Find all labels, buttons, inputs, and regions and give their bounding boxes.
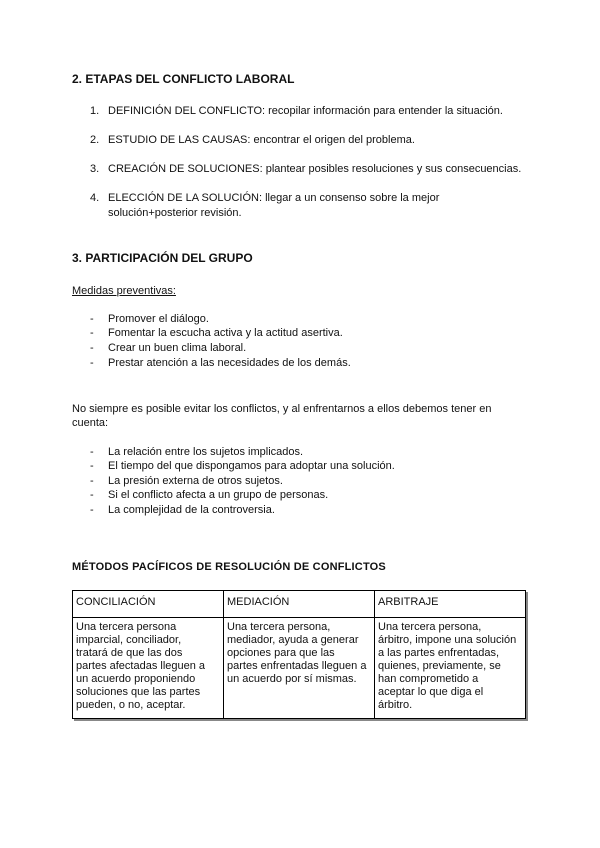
table-header-row: [73, 591, 526, 618]
cell-line: Una tercera persona,: [378, 621, 482, 633]
item-text: Crear un buen clima laboral.: [108, 342, 247, 354]
item-text: CREACIÓN DE SOLUCIONES: plantear posibles resoluciones y sus consecuencias.: [108, 163, 522, 175]
item-text: El tiempo del que dispongamos para adoptar una solución.: [108, 460, 395, 472]
item-number: 2.: [90, 134, 100, 146]
cell-mediacion: [224, 618, 375, 719]
table-row: [73, 618, 526, 719]
subtitle-medidas: Medidas preventivas:: [72, 285, 176, 297]
cell-line: a las partes enfrentadas,: [378, 647, 500, 659]
item-text-continued: solución+posterior revisión.: [108, 207, 242, 219]
methods-table: [72, 590, 526, 719]
dash-bullet: -: [90, 313, 94, 325]
paragraph-line: No siempre es posible evitar los conflictos, y al enfrentarnos a ellos debemos tener en: [72, 403, 492, 415]
item-text: La relación entre los sujetos implicados.: [108, 446, 304, 458]
item-number: 3.: [90, 163, 100, 175]
cell-line: opciones para que las: [227, 647, 335, 659]
cell-line: árbitro, impone una solución: [378, 634, 517, 646]
methods-title: MÉTODOS PACÍFICOS DE RESOLUCIÓN DE CONFLICTOS: [72, 561, 386, 573]
dash-bullet: -: [90, 446, 94, 458]
item-number: 1.: [90, 105, 100, 117]
dash-bullet: -: [90, 342, 94, 354]
cell-arbitraje: [375, 618, 526, 719]
header-mediacion: MEDIACIÓN: [224, 591, 375, 618]
cell-line: pueden, o no, aceptar.: [76, 699, 186, 711]
item-text: Prestar atención a las necesidades de los demás.: [108, 357, 351, 369]
header-arbitraje: ARBITRAJE: [375, 591, 526, 618]
cell-line: tratará de que las dos: [76, 647, 183, 659]
cell-line: partes enfrentadas lleguen a: [227, 660, 367, 672]
dash-bullet: -: [90, 460, 94, 472]
item-number: 4.: [90, 192, 100, 204]
item-text: La complejidad de la controversia.: [108, 504, 275, 516]
section-title-etapas: 2. ETAPAS DEL CONFLICTO LABORAL: [72, 72, 295, 86]
section-title-participacion: 3. PARTICIPACIÓN DEL GRUPO: [72, 251, 253, 265]
cell-line: aceptar lo que diga el: [378, 686, 484, 698]
item-text: DEFINICIÓN DEL CONFLICTO: recopilar información para entender la situación.: [108, 105, 503, 117]
cell-line: un acuerdo por sí mismas.: [227, 673, 357, 685]
item-text: ELECCIÓN DE LA SOLUCIÓN: llegar a un consenso sobre la mejor: [108, 192, 440, 204]
cell-line: mediador, ayuda a generar: [227, 634, 359, 646]
dash-bullet: -: [90, 357, 94, 369]
cell-line: árbitro.: [378, 699, 413, 711]
cell-line: imparcial, conciliador,: [76, 634, 182, 646]
cell-line: un acuerdo proponiendo: [76, 673, 196, 685]
paragraph-line: cuenta:: [72, 417, 109, 429]
dash-bullet: -: [90, 489, 94, 501]
cell-line: soluciones que las partes: [76, 686, 201, 698]
dash-bullet: -: [90, 327, 94, 339]
item-text: Promover el diálogo.: [108, 313, 209, 325]
item-text: Si el conflicto afecta a un grupo de personas.: [108, 489, 329, 501]
cell-line: han comprometido a: [378, 673, 479, 685]
item-text: ESTUDIO DE LAS CAUSAS: encontrar el origen del problema.: [108, 134, 415, 146]
header-conciliacion: CONCILIACIÓN: [73, 591, 224, 618]
item-text: La presión externa de otros sujetos.: [108, 475, 283, 487]
item-text: Fomentar la escucha activa y la actitud asertiva.: [108, 327, 343, 339]
cell-line: quienes, previamente, se: [378, 660, 501, 672]
cell-conciliacion: [73, 618, 224, 719]
cell-line: Una tercera persona: [76, 621, 177, 633]
cell-line: Una tercera persona,: [227, 621, 331, 633]
dash-bullet: -: [90, 475, 94, 487]
cell-line: partes afectadas lleguen a: [76, 660, 206, 672]
dash-bullet: -: [90, 504, 94, 516]
